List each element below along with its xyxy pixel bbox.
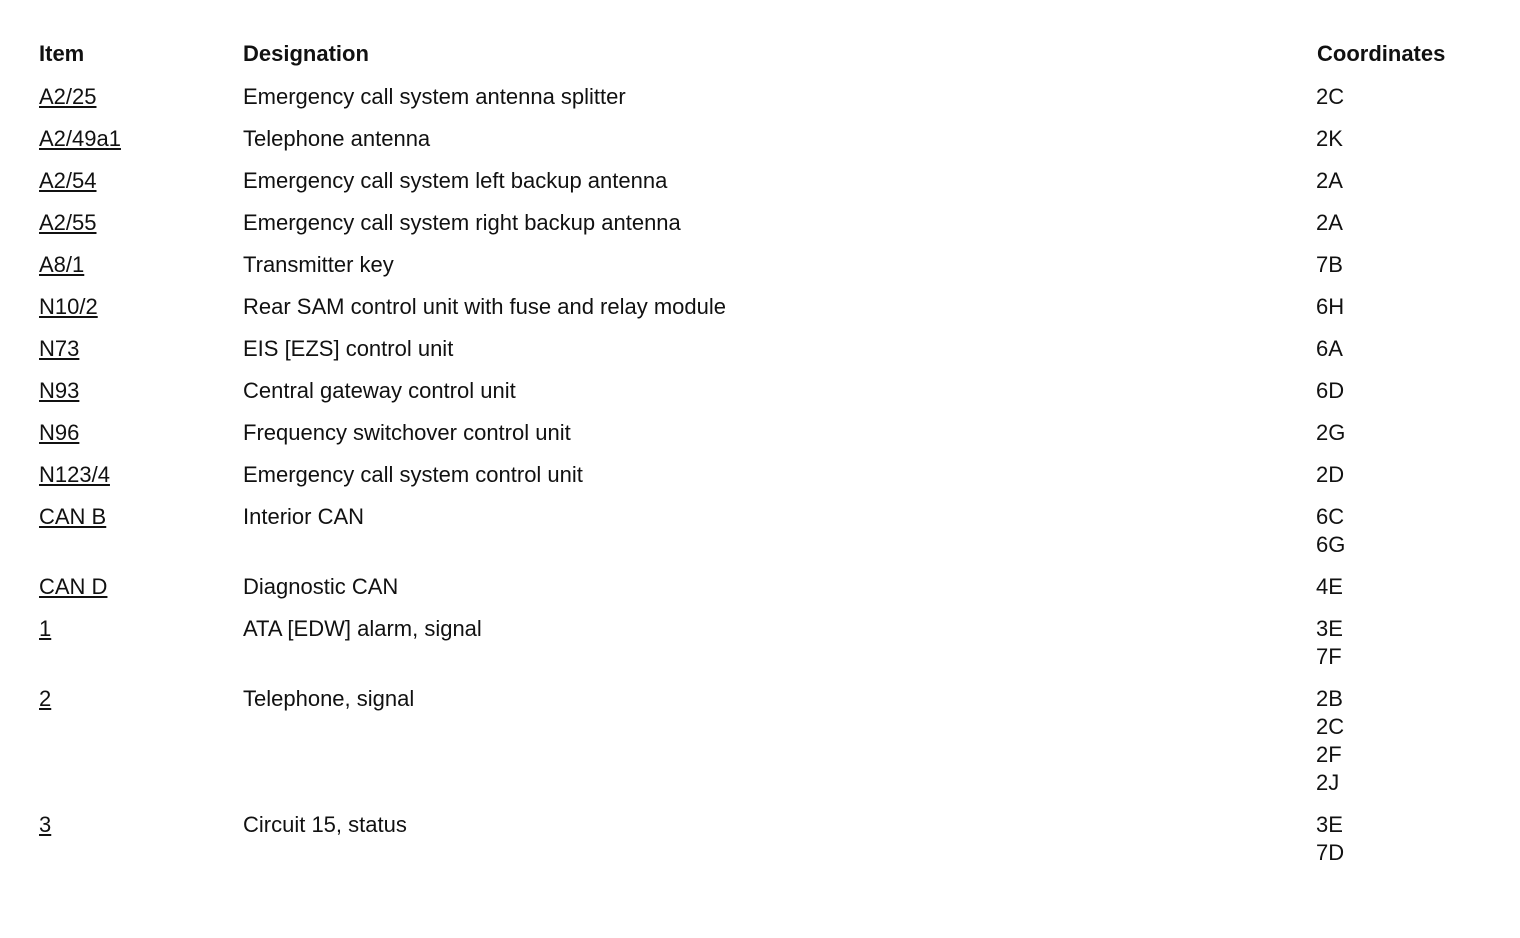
item-cell [39,153,243,195]
column-header-coordinates: Coordinates [1317,41,1446,66]
coordinates-cell [1316,447,1479,489]
item-link[interactable]: A8/1 [39,252,85,277]
item-cell [39,447,243,489]
item-cell [39,195,243,237]
coordinate-value: 7D [1316,840,1345,865]
coordinates-list [1316,377,1479,405]
coordinates-cell [1316,797,1479,867]
coordinate-value: 2F [1316,742,1342,767]
item-cell [39,237,243,279]
item-link[interactable]: N96 [39,420,80,445]
item-link[interactable]: CAN D [39,574,108,599]
table-row [39,279,1479,321]
designation-cell: Emergency call system control unit [243,462,583,487]
item-cell [39,69,243,111]
item-cell [39,489,243,559]
coordinates-list [1316,503,1479,559]
table-row [39,601,1479,671]
item-link[interactable]: N10/2 [39,294,98,319]
table-row [39,321,1479,363]
legend-table [39,40,1479,867]
coordinates-cell [1316,153,1479,195]
item-cell [39,111,243,153]
item-cell [39,559,243,601]
coordinates-cell [1316,237,1479,279]
item-cell [39,601,243,671]
column-header-designation: Designation [243,41,369,66]
coordinates-list [1316,573,1479,601]
designation-cell: Central gateway control unit [243,378,516,403]
item-link[interactable]: A2/49a1 [39,126,121,151]
coordinates-cell [1316,69,1479,111]
column-header-item: Item [39,41,85,66]
item-link[interactable]: N123/4 [39,462,110,487]
coordinate-value: 6H [1316,294,1345,319]
designation-cell: Diagnostic CAN [243,574,399,599]
item-link[interactable]: CAN B [39,504,107,529]
item-cell [39,671,243,797]
coordinates-cell [1316,559,1479,601]
item-link[interactable]: N93 [39,378,80,403]
item-cell [39,363,243,405]
legend-body [39,69,1479,867]
coordinate-value: 7F [1316,644,1342,669]
coordinates-cell [1316,671,1479,797]
table-row [39,111,1479,153]
coordinates-list [1316,685,1479,797]
coordinates-list [1316,209,1479,237]
coordinates-cell [1316,195,1479,237]
item-cell [39,321,243,363]
designation-cell: Circuit 15, status [243,812,407,837]
coordinates-list [1316,615,1479,671]
coordinate-value: 6A [1316,336,1343,361]
coordinates-list [1316,811,1479,867]
item-link[interactable]: N73 [39,336,80,361]
table-row [39,69,1479,111]
header-row [39,40,1479,69]
table-row [39,489,1479,559]
coordinates-cell [1316,279,1479,321]
coordinate-value: 3E [1316,616,1343,641]
item-link[interactable]: 1 [39,616,52,641]
designation-cell: Rear SAM control unit with fuse and relay module [243,294,727,319]
coordinate-value: 2J [1316,770,1340,795]
designation-cell: Emergency call system right backup antenna [243,210,681,235]
table-row [39,797,1479,867]
coordinate-value: 7B [1316,252,1343,277]
coordinate-value: 2K [1316,126,1343,151]
coordinates-cell [1316,601,1479,671]
designation-cell: Telephone antenna [243,126,431,151]
coordinate-value: 2D [1316,462,1345,487]
coordinates-list [1316,167,1479,195]
coordinates-list [1316,293,1479,321]
coordinates-list [1316,251,1479,279]
item-link[interactable]: A2/25 [39,84,97,109]
coordinates-cell [1316,363,1479,405]
coordinates-cell [1316,111,1479,153]
table-row [39,153,1479,195]
coordinates-cell [1316,321,1479,363]
item-cell [39,797,243,867]
coordinates-list [1316,125,1479,153]
coordinate-value: 2B [1316,686,1343,711]
table-row [39,237,1479,279]
coordinate-value: 6G [1316,532,1346,557]
item-cell [39,279,243,321]
coordinate-value: 6C [1316,504,1345,529]
coordinate-value: 3E [1316,812,1343,837]
coordinates-list [1316,83,1479,111]
designation-cell: Emergency call system left backup antenna [243,168,668,193]
item-link[interactable]: A2/55 [39,210,97,235]
coordinate-value: 2G [1316,420,1346,445]
coordinates-list [1316,419,1479,447]
coordinates-cell [1316,405,1479,447]
coordinate-value: 2C [1316,84,1345,109]
coordinate-value: 2A [1316,168,1343,193]
coordinate-value: 6D [1316,378,1345,403]
coordinates-cell [1316,489,1479,559]
coordinates-list [1316,461,1479,489]
item-link[interactable]: 2 [39,686,52,711]
designation-cell: Transmitter key [243,252,394,277]
coordinates-list [1316,335,1479,363]
coordinate-value: 4E [1316,574,1343,599]
designation-cell: Emergency call system antenna splitter [243,84,626,109]
item-link[interactable]: A2/54 [39,168,97,193]
designation-cell: EIS [EZS] control unit [243,336,454,361]
table-row [39,363,1479,405]
designation-cell: Interior CAN [243,504,365,529]
item-cell [39,405,243,447]
table-row [39,447,1479,489]
coordinate-value: 2C [1316,714,1345,739]
table-row [39,559,1479,601]
table-row [39,195,1479,237]
coordinate-value: 2A [1316,210,1343,235]
table-row [39,671,1479,797]
designation-cell: Frequency switchover control unit [243,420,571,445]
designation-cell: ATA [EDW] alarm, signal [243,616,482,641]
item-link[interactable]: 3 [39,812,52,837]
table-row [39,405,1479,447]
designation-cell: Telephone, signal [243,686,415,711]
